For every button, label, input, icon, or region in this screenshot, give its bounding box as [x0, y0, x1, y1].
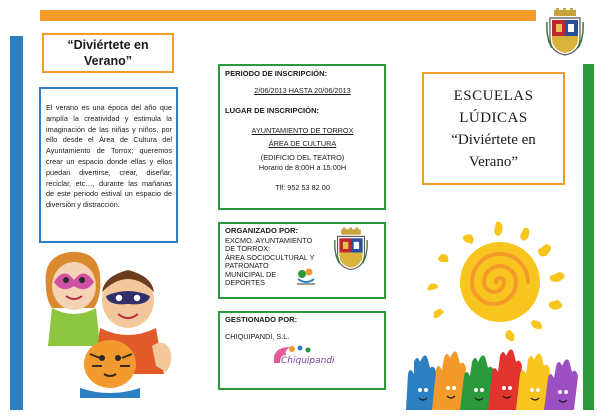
coat-of-arms-icon	[546, 8, 584, 56]
intro-paragraph: El verano es una época del año que amplía la creatividad y estimula la imaginación de las niñas y niños, por ello desde el Área de Cultura del Ayuntamiento de Torrox; queremos crear un espacio donde ellas y ellos puedan divertirse, crear, diseñar, reciclar, etc…, durante las mañanas de este periodo estival un espacio de diversión y distracción.	[46, 103, 172, 210]
organizado-line6: DEPORTES	[225, 278, 266, 288]
intro-text-box	[39, 87, 178, 243]
inscripcion-box	[218, 64, 386, 210]
chiquipandi-logo-text: Chiquipandi	[281, 356, 335, 366]
horario-text: Horario de 8:00H a 15:00H	[258, 163, 347, 172]
organizado-line1: EXCMO. AYUNTAMIENTO	[225, 235, 313, 245]
periodo-dates: 2/06/2013 HASTA 20/06/2013	[254, 85, 351, 95]
telefono-text: Tlf: 952 53 82 00	[275, 182, 330, 192]
lugar-line1: AYUNTAMIENTO DE TORROX	[251, 125, 354, 135]
title-line4: Verano”	[468, 153, 519, 170]
coat-of-arms-icon	[334, 227, 368, 271]
lugar-header: LUGAR DE INSCRIPCIÓN:	[225, 106, 320, 115]
lugar-line3: (EDIFICIO DEL TEATRO)	[260, 152, 345, 162]
periodo-header: PERIODO DE INSCRIPCIÓN:	[225, 69, 328, 78]
organizado-header: ORGANIZADO POR:	[225, 226, 298, 235]
sun-icon	[420, 218, 580, 348]
organizado-line5: MUNICIPAL DE	[225, 269, 277, 279]
gestionado-company: CHIQUIPANDI, S.L.	[225, 331, 290, 341]
organizado-line2: DE TORROX:	[225, 244, 271, 254]
gestionado-header: GESTIONADO POR:	[225, 315, 298, 324]
title-line3: “Diviértete en	[451, 131, 536, 148]
right-panel-title	[422, 72, 565, 185]
left-title-text: “Diviértete en Verano”	[67, 38, 149, 68]
title-line2: LÚDICAS	[459, 109, 528, 126]
kids-face-paint-icon	[40, 246, 180, 398]
left-panel-title	[42, 33, 174, 73]
chiquipandi-logo-icon	[270, 343, 335, 369]
title-line1: ESCUELAS	[453, 87, 534, 104]
deportes-logo-icon	[294, 265, 318, 287]
organizado-line3: ÁREA SOCIOCULTURAL Y	[225, 252, 315, 262]
organizado-line4: PATRONATO	[225, 261, 269, 271]
top-orange-bar	[40, 10, 536, 21]
left-blue-bar	[10, 36, 23, 410]
right-green-bar	[583, 64, 594, 410]
lugar-line2: ÁREA DE CULTURA	[268, 139, 337, 148]
painted-hands-icon	[402, 344, 580, 410]
